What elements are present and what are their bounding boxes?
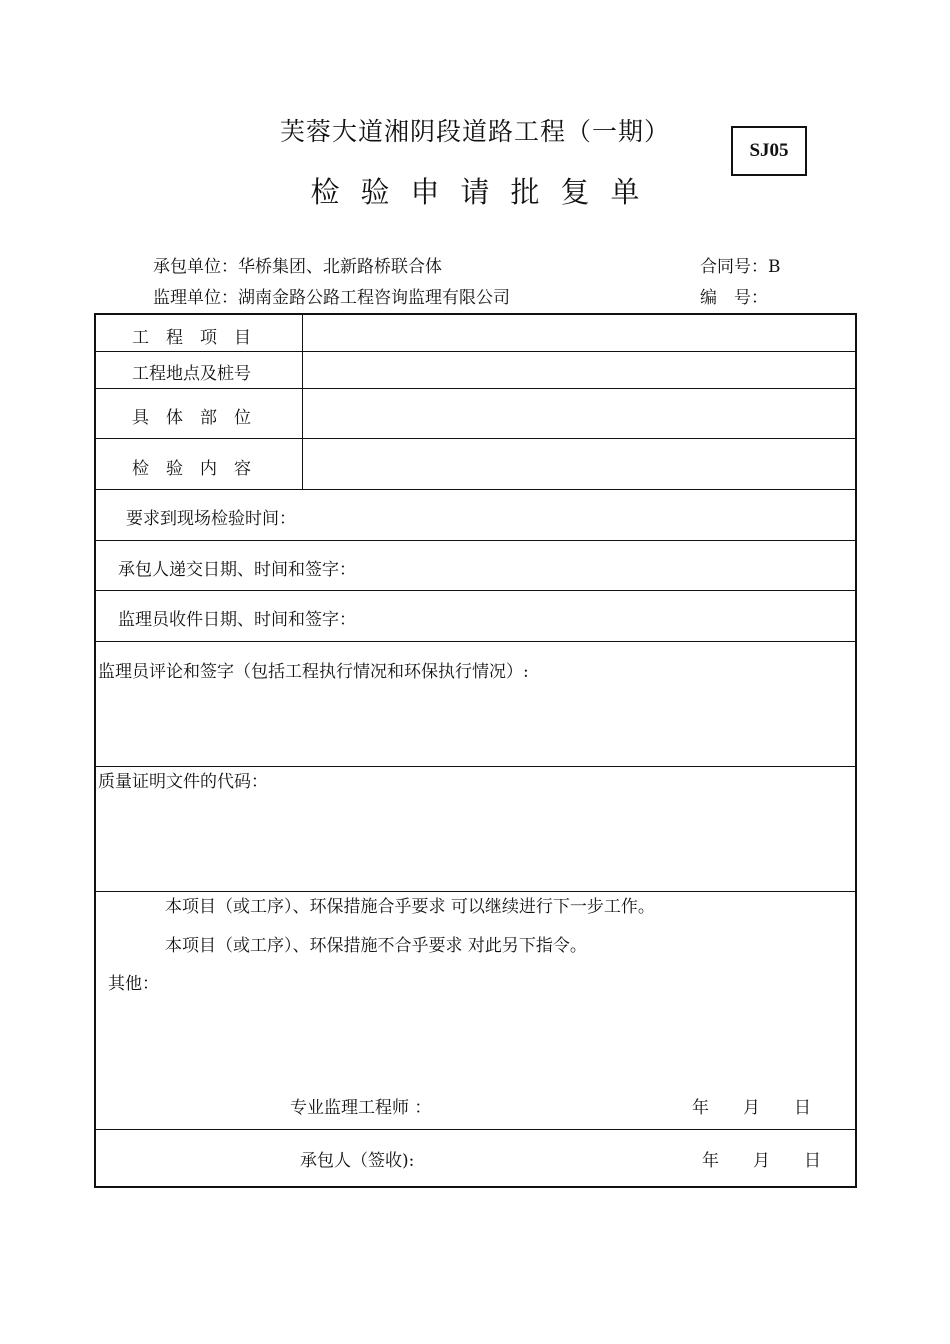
form-code-box: SJ05 (731, 126, 807, 176)
column-divider (302, 315, 303, 489)
inspect-time-label: 要求到现场检验时间： (126, 509, 296, 529)
row-divider (96, 641, 855, 642)
location-label: 工程地点及桩号 (132, 364, 251, 384)
contractor-value: 华桥集团、北新路桥联合体 (238, 257, 442, 277)
contract-no-label: 合同号： (700, 257, 768, 277)
supervisor-label: 监理单位： (153, 288, 238, 308)
content-field[interactable] (304, 439, 857, 489)
supervisor-comment-label: 监理员评论和签字（包括工程执行情况和环保执行情况）: (98, 662, 529, 682)
row-divider (96, 1129, 855, 1130)
quality-docs-label: 质量证明文件的代码： (98, 772, 268, 792)
supervisor-line (153, 283, 510, 308)
contractor-submit-label: 承包人递交日期、时间和签字： (118, 560, 356, 580)
contractor-sign-label: 承包人（签收): (300, 1151, 415, 1171)
inspection-form-table (94, 313, 857, 1188)
other-label: 其他： (108, 974, 159, 994)
supervisor-receive-label: 监理员收件日期、时间和签字： (118, 610, 356, 630)
document-title: 芙蓉大道湘阴段道路工程（一期） (279, 117, 670, 146)
row-divider (96, 489, 855, 490)
approve-ok-text: 本项目（或工序）、环保措施合乎要求 可以继续进行下一步工作。 (165, 897, 655, 917)
serial-label: 编 号： (700, 288, 768, 308)
content-label: 检 验 内 容 (132, 459, 251, 479)
part-field[interactable] (304, 389, 857, 438)
approve-not-ok-text: 本项目（或工序）、环保措施不合乎要求 对此另下指令。 (165, 936, 587, 956)
project-item-label: 工 程 项 目 (132, 328, 251, 348)
document-subtitle: 检验申请批复单 (310, 175, 661, 209)
row-divider (96, 590, 855, 591)
contractor-line (153, 252, 442, 277)
row-divider (96, 540, 855, 541)
contract-no-value: B (768, 257, 781, 277)
contractor-label: 承包单位： (153, 257, 238, 277)
contractor-sign-date: 年 月 日 (702, 1151, 821, 1171)
supervisor-value: 湖南金路公路工程咨询监理有限公司 (238, 288, 510, 308)
contract-no-line (700, 252, 781, 277)
engineer-label: 专业监理工程师 ： (290, 1098, 432, 1118)
engineer-date: 年 月 日 (692, 1098, 811, 1118)
part-label: 具 体 部 位 (132, 408, 251, 428)
project-item-field[interactable] (304, 315, 857, 351)
location-field[interactable] (304, 352, 857, 388)
